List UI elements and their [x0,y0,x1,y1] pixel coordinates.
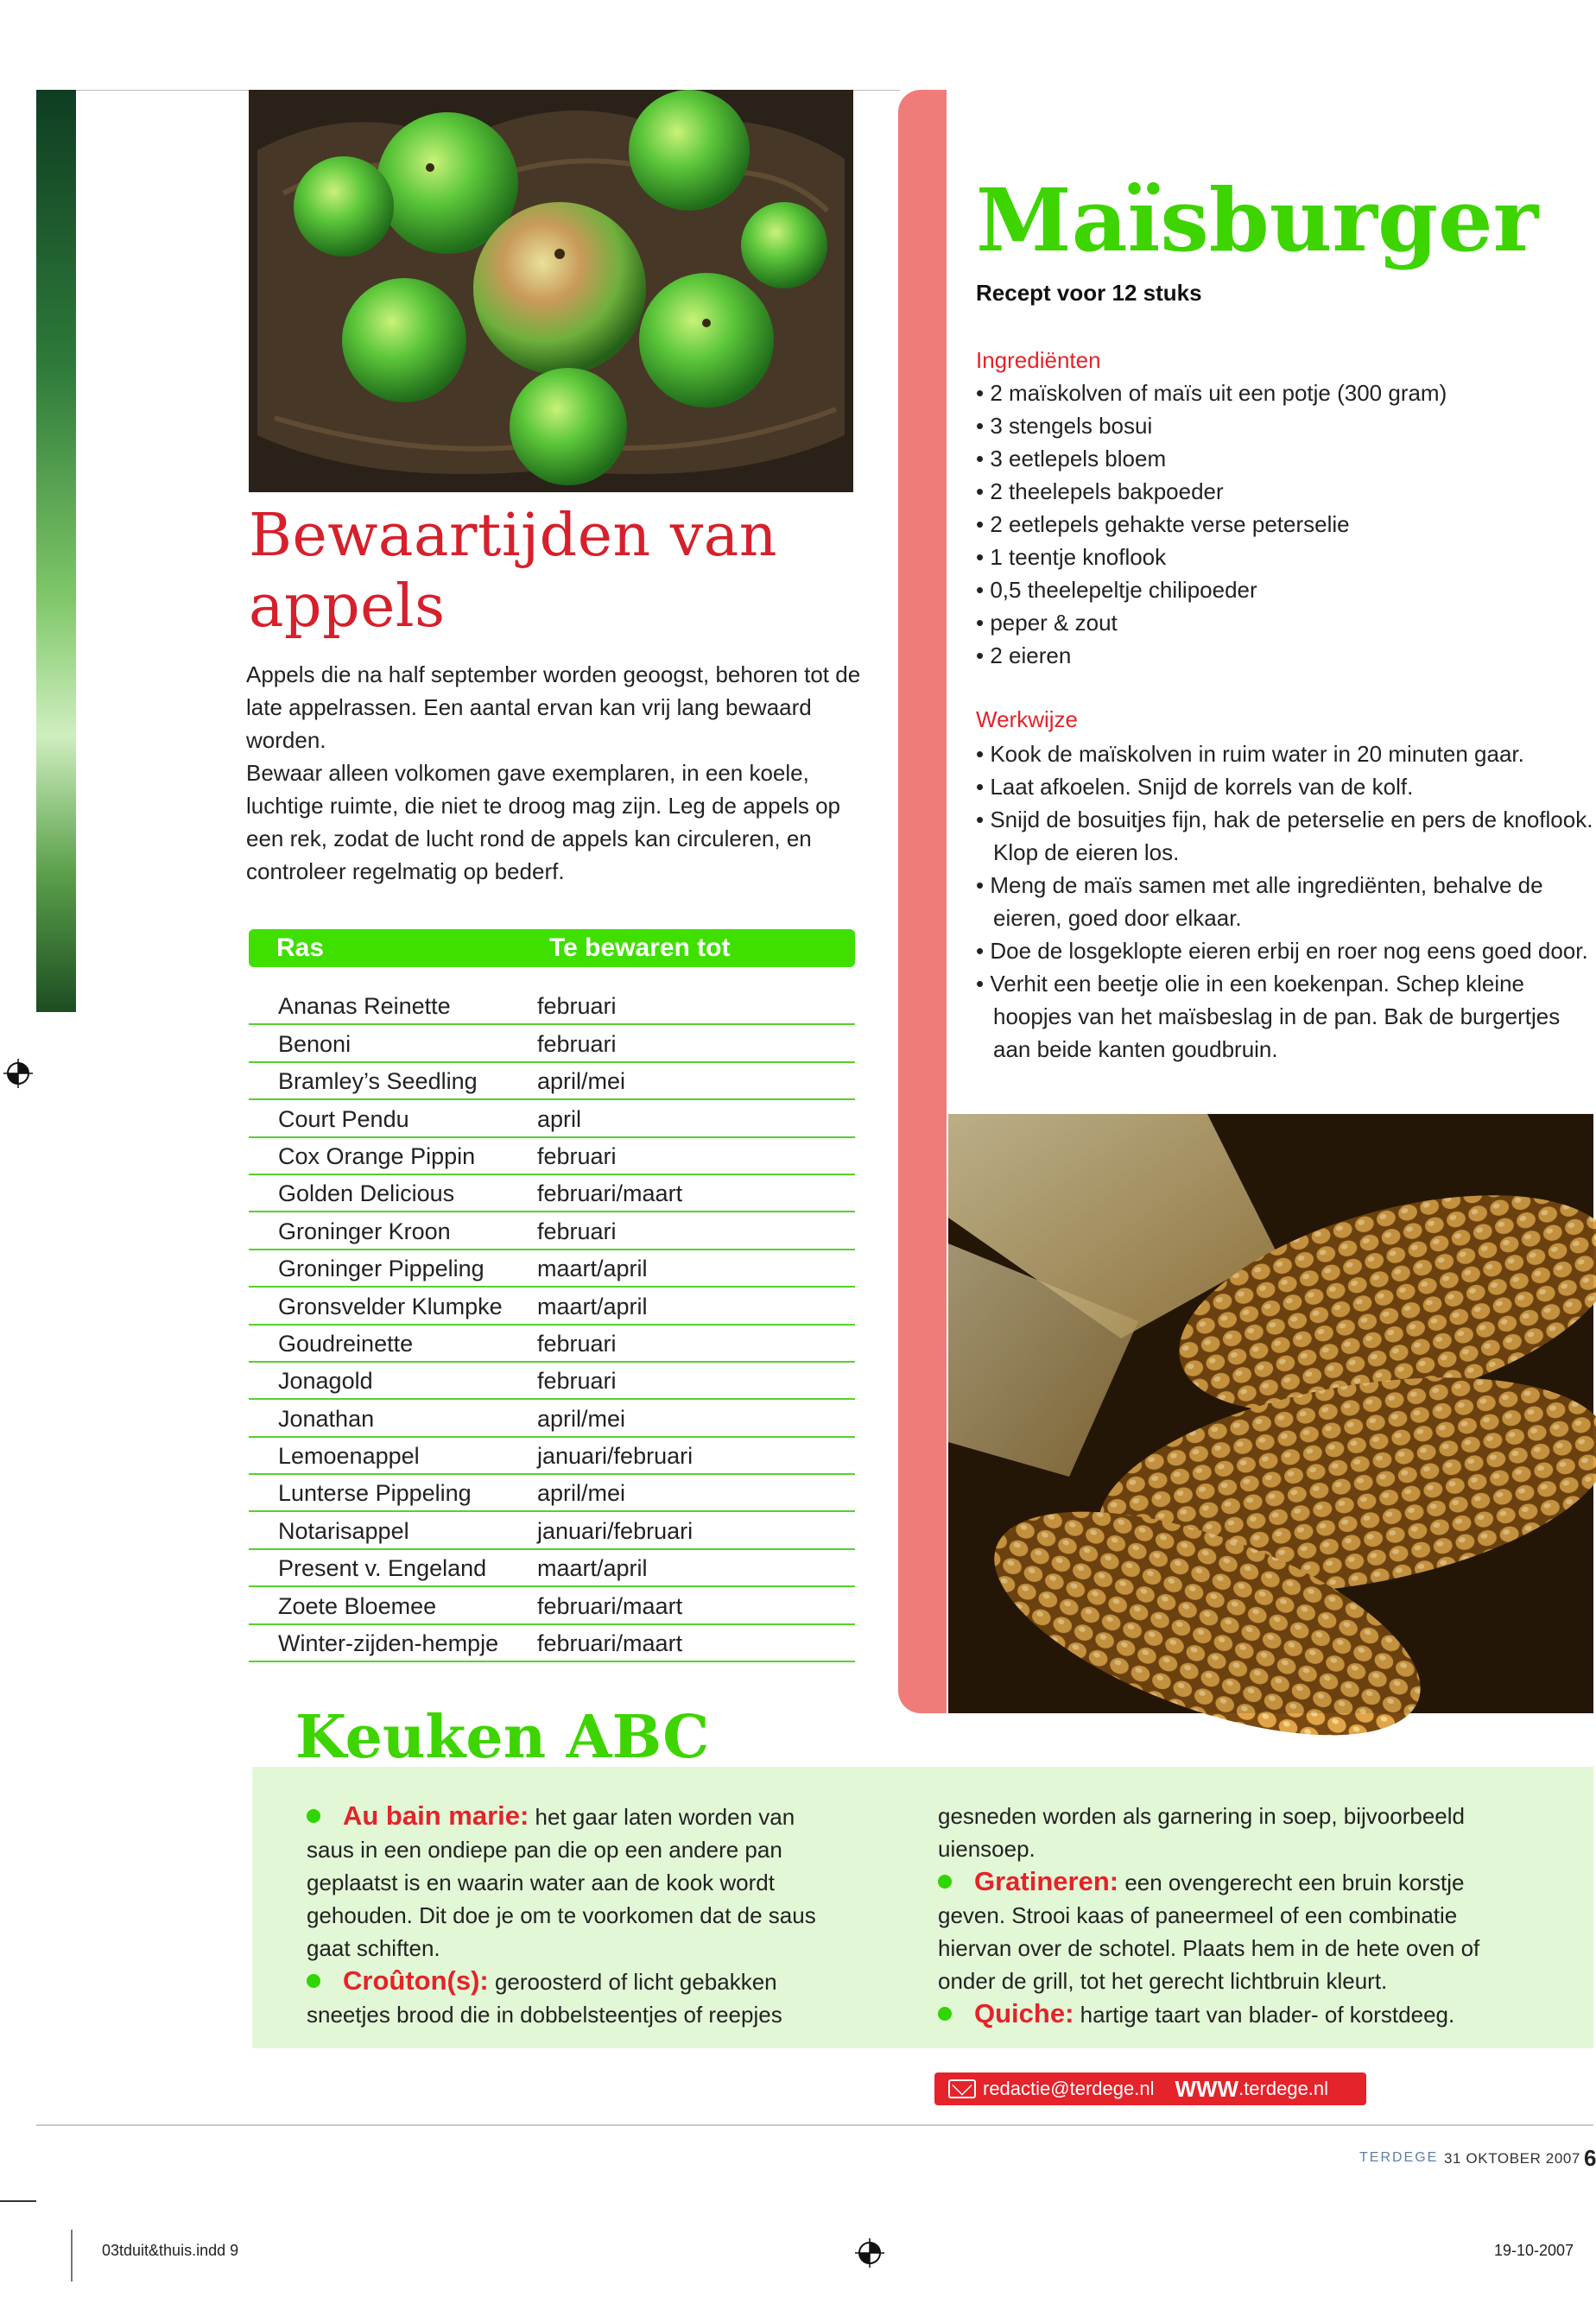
table-body [249,988,855,1662]
crop-mark [0,2200,36,2202]
cell-variety: Zoete Bloemee [278,1592,437,1619]
table-row [249,1550,855,1587]
cell-storage-until: februari/maart [537,1592,683,1619]
cell-variety: Groninger Pippeling [278,1256,484,1282]
cell-storage-until: februari [537,1030,617,1057]
cell-storage-until: maart/april [537,1256,648,1282]
abc-entry [307,1800,842,1965]
print-slug-date: 19-10-2007 [1494,2242,1574,2259]
cell-variety: Benoni [278,1030,352,1057]
table-row [249,1625,855,1662]
abc-definition: hartige taart van blader- of korstdeeg. [1074,2002,1455,2028]
table-row [249,1212,855,1250]
abc-entry [307,1965,842,2031]
cell-variety: Cox Orange Pippin [278,1142,476,1169]
cell-storage-until: april/mei [537,1068,626,1095]
magazine-masthead: TERDEGE [1359,2150,1439,2165]
cell-storage-until: februari [537,1218,617,1244]
cell-variety: Court Pendu [278,1105,409,1132]
method-steps-list [976,737,1593,1066]
method-heading: Werkwijze [976,706,1078,732]
bullet-dot-icon [307,1974,320,1988]
table-row [249,1400,855,1437]
abc-entry [938,1997,1525,2031]
www-label[interactable]: WWW [1175,2075,1239,2102]
cell-storage-until: februari [537,1142,617,1169]
page-number: 6 [1584,2145,1596,2171]
ingredient-item: • 3 stengels bosui [976,409,1580,442]
method-step: • Verhit een beetje olie in een koekenpan. Schep kleine hoopjes van het maïsbeslag in de pan. Bak de burgertjes aan beide kanten goudbruin. [976,967,1593,1066]
recipe-title: Maïsburger [976,169,1539,271]
cell-storage-until: januari/februari [537,1517,694,1544]
cell-variety: Golden Delicious [278,1180,455,1207]
cell-variety: Ananas Reinette [278,993,451,1020]
abc-definition: een ovengerecht een bruin korstje geven. Strooi kaas of paneermeel of een combinatie hiervan over de schotel. Plaats hem in de hete oven of onder de grill, tot het gerecht lichtbruin kleurt. [938,1870,1480,1994]
table-row [249,1587,855,1624]
table-row [249,1475,855,1512]
keuken-abc-column-1 [307,1800,842,2031]
cell-storage-until: maart/april [537,1293,648,1319]
ingredient-item: • 0,5 theelepeltje chilipoeder [976,573,1580,606]
abc-entry [938,1865,1525,1997]
article-paragraph: Appels die na half september worden geoogst, behoren tot de late appelrassen. Een aantal ervan kan vrij lang bewaard worden. [246,661,861,753]
table-row [249,988,855,1025]
article-paragraph: Bewaar alleen volkomen gave exemplaren, in een koele, luchtige ruimte, die niet te droog mag zijn. Leg de appels op een rek, zodat de lucht rond de appels kan circuleren, en controleer regelmatig op bederf. [246,760,840,884]
registration-mark-icon [3,1059,33,1088]
table-row [249,1138,855,1175]
method-step: • Kook de maïskolven in ruim water in 20 minuten gaar. [976,737,1593,770]
bullet-dot-icon [307,1809,320,1823]
cell-variety: Jonagold [278,1368,373,1395]
cell-variety: Lemoenappel [278,1443,420,1470]
table-row [249,1100,855,1137]
article-title: Bewaartijden van appels [249,502,778,641]
green-apples-illustration [249,90,853,492]
print-slug-filename: 03tduit&thuis.indd 9 [102,2242,239,2259]
cell-storage-until: januari/februari [537,1443,694,1470]
cell-storage-until: april/mei [537,1405,626,1432]
abc-continuation: gesneden worden als garnering in soep, bijvoorbeeld uiensoep. [938,1803,1465,1862]
apples-photo [249,90,853,492]
abc-term: Croûton(s): [343,1965,489,1996]
cell-storage-until: februari [537,1330,617,1357]
cell-variety: Lunterse Pippeling [278,1480,472,1507]
method-step: • Meng de maïs samen met alle ingrediënten, behalve de eieren, goed door elkaar. [976,869,1593,934]
abc-term: Gratineren: [974,1866,1119,1896]
method-step: • Snijd de bosuitjes fijn, hak de peterselie en pers de knoflook. Klop de eieren los. [976,803,1593,869]
cell-storage-until: februari [537,1368,617,1395]
table-row [249,1326,855,1363]
ingredient-item: • 2 eetlepels gehakte verse peterselie [976,508,1580,541]
recipe-accent-bar [898,90,950,1713]
cell-storage-until: februari/maart [537,1180,683,1207]
method-step: • Doe de losgeklopte eieren erbij en roer nog eens goed door. [976,934,1593,967]
cell-storage-until: februari [537,993,617,1020]
ingredient-item: • 2 maïskolven of maïs uit een potje (300 gram) [976,377,1580,409]
abc-definition: geroosterd of licht gebakken sneetjes brood die in dobbelsteentjes of reepjes [307,1969,782,2028]
cell-storage-until: april [537,1105,582,1132]
cell-variety: Jonathan [278,1405,375,1432]
cell-storage-until: maart/april [537,1555,648,1582]
ingredient-item: • 2 theelepels bakpoeder [976,475,1580,508]
cell-variety: Gronsvelder Klumpke [278,1293,503,1319]
corn-photo [948,1114,1593,1713]
cell-storage-until: februari/maart [537,1630,683,1657]
abc-definition: het gaar laten worden van saus in een ondiepe pan die op een andere pan geplaatst is en waarin water aan de kook wordt gehouden. Dit doe je om te voorkomen dat de saus gaat schiften. [307,1804,816,1961]
ingredients-list [976,377,1580,672]
table-header [249,929,855,967]
cell-variety: Winter-zijden-hempje [278,1630,499,1657]
email-link[interactable]: redactie@terdege.nl [983,2078,1155,2099]
previous-page-photo-edge [36,90,76,1012]
website-link[interactable]: .terdege.nl [1238,2078,1329,2099]
bottom-rule [36,2124,1593,2126]
registration-mark-icon [855,2238,884,2268]
bullet-dot-icon [938,1875,952,1889]
column-header-ras: Ras [276,933,325,962]
table-row [249,1363,855,1400]
ingredient-item: • peper & zout [976,606,1580,639]
table-row [249,1175,855,1212]
cell-variety: Present v. Engeland [278,1555,487,1582]
bullet-dot-icon [938,2007,952,2021]
cell-variety: Bramley’s Seedling [278,1068,478,1095]
ingredient-item: • 3 eetlepels bloem [976,442,1580,475]
table-row [249,1288,855,1325]
abc-term: Quiche: [974,1998,1074,2028]
column-header-bewaren: Te bewaren tot [549,933,731,962]
keuken-abc-column-2 [938,1800,1525,2031]
ingredient-item: • 1 teentje knoflook [976,541,1580,573]
table-row [249,1438,855,1475]
table-row [249,1063,855,1100]
table-row [249,1512,855,1549]
corn-cobs-illustration [948,1114,1593,1713]
table-row [249,1250,855,1288]
article-body [246,658,868,888]
abc-term: Au bain marie: [343,1800,529,1831]
ingredients-heading: Ingrediënten [976,347,1101,373]
recipe-subtitle: Recept voor 12 stuks [976,280,1202,306]
method-step: • Laat afkoelen. Snijd de korrels van de kolf. [976,770,1593,803]
cell-variety: Groninger Kroon [278,1218,451,1244]
contact-bar [934,2072,1366,2105]
ingredient-item: • 2 eieren [976,639,1580,672]
cell-variety: Goudreinette [278,1330,414,1357]
crop-mark [71,2230,73,2281]
cell-variety: Notarisappel [278,1517,409,1544]
envelope-icon [948,2079,976,2098]
apple-storage-table [249,929,855,1662]
cell-storage-until: april/mei [537,1480,626,1507]
keuken-abc-title: Keuken ABC [295,1703,710,1772]
table-row [249,1025,855,1062]
issue-date: 31 OKTOBER 2007 [1444,2150,1580,2167]
